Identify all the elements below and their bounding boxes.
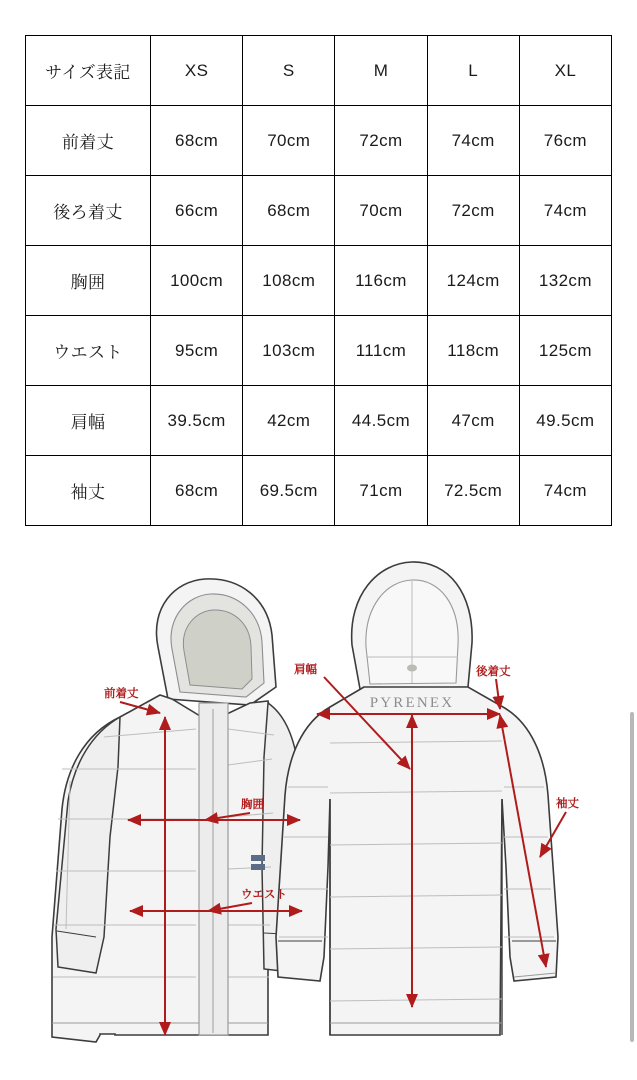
table-cell: 76cm [519, 106, 611, 176]
table-header-cell: M [335, 36, 427, 106]
table-row-label: 袖丈 [26, 456, 151, 526]
table-cell: 124cm [427, 246, 519, 316]
measurement-diagram [0, 537, 637, 1080]
label-shoulder: 肩幅 [294, 664, 317, 676]
table-cell: 70cm [243, 106, 335, 176]
label-sleeve: 袖丈 [556, 798, 579, 810]
table-cell: 39.5cm [151, 386, 243, 456]
table-header-cell: XL [519, 36, 611, 106]
table-row-label: 肩幅 [26, 386, 151, 456]
table-cell: 118cm [427, 316, 519, 386]
table-row [26, 456, 612, 526]
table-cell: 68cm [151, 456, 243, 526]
label-front-length: 前着丈 [104, 688, 139, 700]
table-cell: 95cm [151, 316, 243, 386]
table-cell: 108cm [243, 246, 335, 316]
table-cell: 103cm [243, 316, 335, 386]
jacket-front-illustration [52, 579, 306, 1042]
table-cell: 74cm [519, 176, 611, 246]
table-cell: 74cm [519, 456, 611, 526]
table-row [26, 106, 612, 176]
table-cell: 44.5cm [335, 386, 427, 456]
table-row [26, 386, 612, 456]
table-cell: 72cm [335, 106, 427, 176]
table-header-row [26, 36, 612, 106]
brand-logo-text: PYRENEX [369, 695, 455, 711]
page-scrollbar[interactable] [630, 712, 634, 1042]
table-cell: 111cm [335, 316, 427, 386]
table-cell: 116cm [335, 246, 427, 316]
table-cell: 66cm [151, 176, 243, 246]
table-row [26, 246, 612, 316]
table-cell: 42cm [243, 386, 335, 456]
table-row-label: 前着丈 [26, 106, 151, 176]
table-cell: 49.5cm [519, 386, 611, 456]
table-cell: 70cm [335, 176, 427, 246]
table-cell: 69.5cm [243, 456, 335, 526]
table-header-cell: S [243, 36, 335, 106]
label-waist: ウエスト [241, 889, 287, 901]
table-cell: 125cm [519, 316, 611, 386]
table-cell: 132cm [519, 246, 611, 316]
table-cell: 71cm [335, 456, 427, 526]
size-table [25, 35, 612, 526]
table-row-label: 後ろ着丈 [26, 176, 151, 246]
size-table-container [25, 35, 612, 526]
table-header-cell: サイズ表記 [26, 36, 151, 106]
table-row [26, 176, 612, 246]
table-row-label: 胸囲 [26, 246, 151, 316]
table-cell: 100cm [151, 246, 243, 316]
table-cell: 74cm [427, 106, 519, 176]
table-header-cell: XS [151, 36, 243, 106]
table-row [26, 316, 612, 386]
table-cell: 72.5cm [427, 456, 519, 526]
table-cell: 47cm [427, 386, 519, 456]
table-cell: 68cm [243, 176, 335, 246]
table-header-cell: L [427, 36, 519, 106]
table-cell: 68cm [151, 106, 243, 176]
label-chest: 胸囲 [241, 799, 264, 811]
table-row-label: ウエスト [26, 316, 151, 386]
table-cell: 72cm [427, 176, 519, 246]
label-back-length: 後着丈 [476, 666, 511, 678]
